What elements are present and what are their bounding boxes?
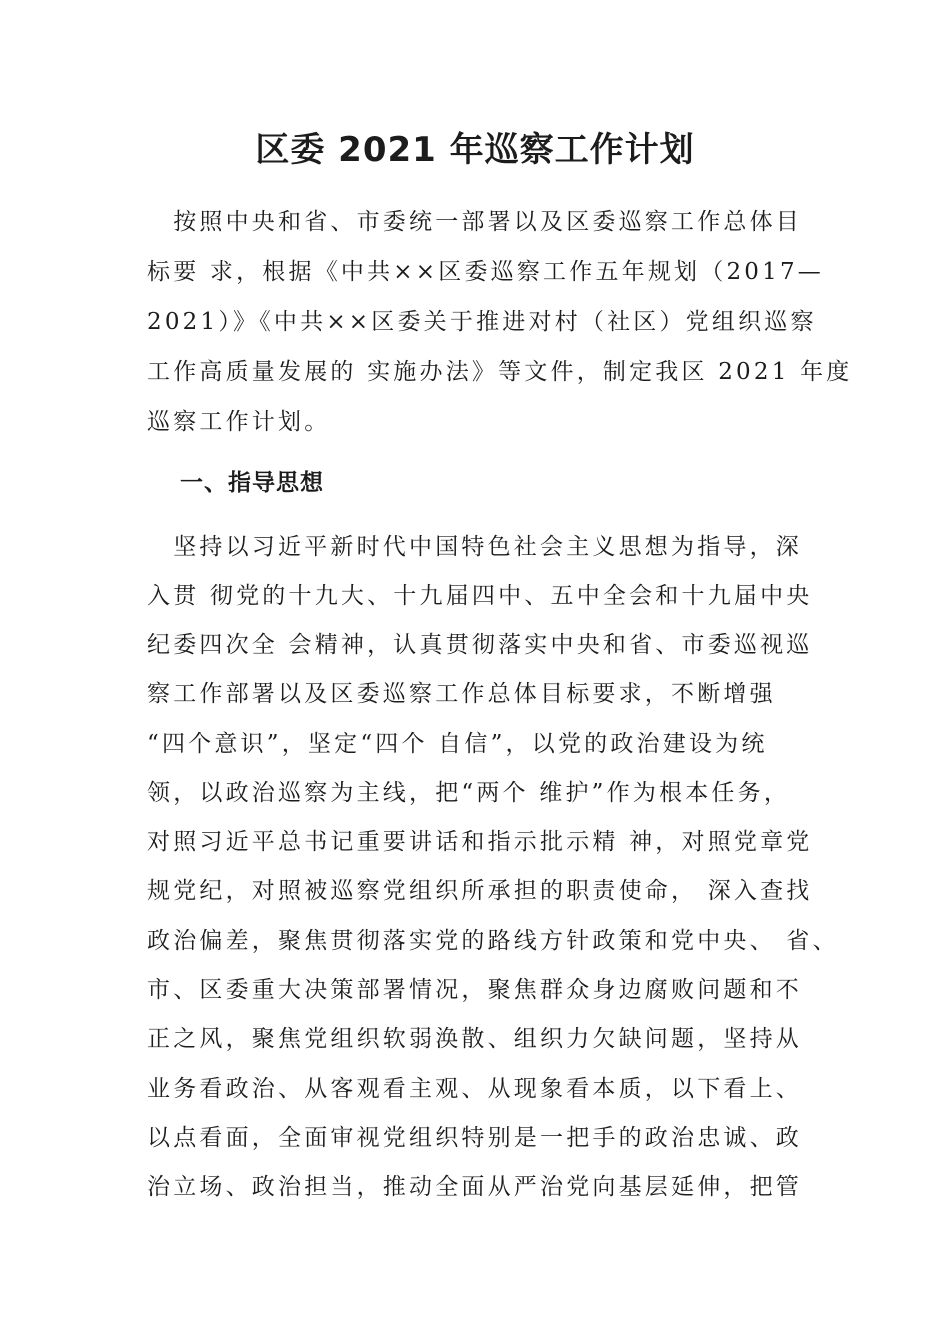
body-line: 领，以政治巡察为主线，把“两个 维护”作为根本任务，	[147, 780, 791, 806]
body-line: 以点看面，全面审视党组织特别是一把手的政治忠诚、政	[147, 1125, 802, 1151]
body-line: 入贯 彻党的十九大、十九届四中、五中全会和十九届中央	[147, 583, 813, 609]
body-line: 治立场、政治担当，推动全面从严治党向基层延伸，把管	[147, 1174, 802, 1200]
intro-line: 2021）》《中共××区委关于推进对村（社区）党组织巡察	[147, 309, 817, 335]
intro-line: 工作高质量发展的 实施办法》等文件，制定我区 2021 年度	[147, 359, 853, 385]
body-line: “四个意识”，坚定“四个 自信”，以党的政治建设为统	[147, 731, 768, 757]
intro-line: 标要 求，根据《中共××区委巡察工作五年规划（2017—	[147, 259, 824, 285]
body-line: 纪委四次全 会精神，认真贯彻落实中央和省、市委巡视巡	[147, 632, 813, 658]
body-line: 察工作部署以及区委巡察工作总体目标要求，不断增强	[147, 681, 776, 707]
intro-line: 按照中央和省、市委统一部署以及区委巡察工作总体目	[147, 209, 802, 235]
body-line: 政治偏差，聚焦贯彻落实党的路线方针政策和党中央、 省、	[147, 928, 839, 954]
body-line: 对照习近平总书记重要讲话和指示批示精 神，对照党章党	[147, 829, 813, 855]
body-line: 规党纪，对照被巡察党组织所承担的职责使命， 深入查找	[147, 878, 813, 904]
body-line: 市、区委重大决策部署情况，聚焦群众身边腐败问题和不	[147, 977, 802, 1003]
body-line: 坚持以习近平新时代中国特色社会主义思想为指导，深	[147, 534, 802, 560]
document-title: 区委 2021 年巡察工作计划	[255, 130, 695, 170]
body-line: 业务看政治、从客观看主观、从现象看本质，以下看上、	[147, 1076, 802, 1102]
intro-line: 巡察工作计划。	[147, 409, 331, 435]
section-heading-guiding-ideology: 一、指导思想	[180, 470, 324, 496]
body-line: 正之风，聚焦党组织软弱涣散、组织力欠缺问题，坚持从	[147, 1026, 802, 1052]
